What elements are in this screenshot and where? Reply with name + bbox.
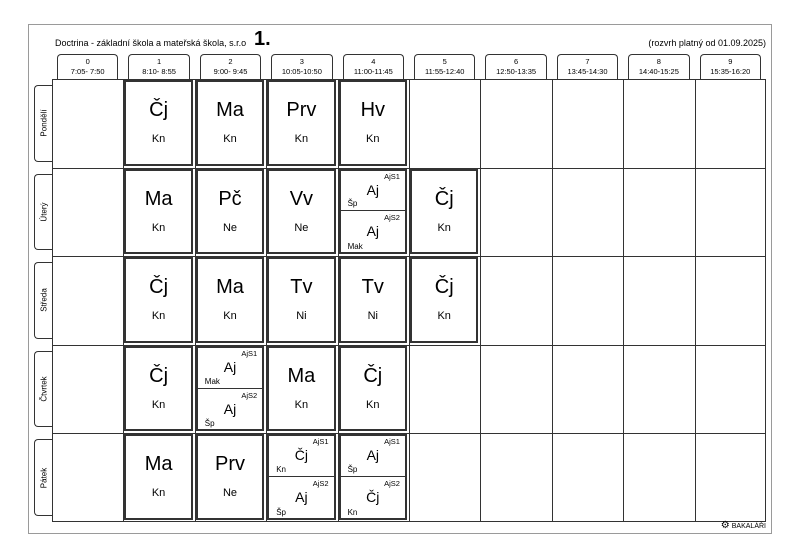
period-number: 1 xyxy=(157,57,162,66)
period-tab-1 xyxy=(128,54,189,79)
lesson-cell[interactable] xyxy=(267,434,335,520)
teacher-label: Kn xyxy=(294,398,309,411)
teacher-label: Kn xyxy=(276,465,286,475)
lesson-group-1 xyxy=(197,347,263,389)
teacher-label: Kn xyxy=(151,133,166,145)
teacher-label: Mak xyxy=(347,242,363,252)
lesson-group-2 xyxy=(340,477,406,519)
day-tab-1 xyxy=(34,174,52,251)
lesson-cell[interactable] xyxy=(196,80,264,166)
lesson-cell[interactable] xyxy=(124,257,192,343)
bakalari-logo xyxy=(721,522,766,530)
group-label: AjS1 xyxy=(241,348,258,358)
subject-label: Aj xyxy=(366,181,380,198)
subject-label: Ma xyxy=(144,187,173,210)
period-time: 9:00- 9:45 xyxy=(213,67,248,76)
lesson-cell[interactable] xyxy=(196,346,264,432)
lesson-cell[interactable] xyxy=(124,169,192,255)
grid-column-line xyxy=(623,80,624,521)
lesson-cell[interactable] xyxy=(339,169,407,255)
subject-label: Čj xyxy=(294,447,308,464)
period-tab-0 xyxy=(57,54,118,79)
subject-label: Aj xyxy=(223,400,237,417)
lesson-cell[interactable] xyxy=(196,257,264,343)
teacher-label: Šp xyxy=(347,199,358,209)
group-label: AjS2 xyxy=(312,479,329,489)
lesson-cell[interactable] xyxy=(124,80,192,166)
subject-label: Aj xyxy=(295,489,308,506)
period-number: 7 xyxy=(585,57,590,66)
day-label: Čtvrtek xyxy=(39,376,48,402)
grid-column-line xyxy=(480,80,481,521)
teacher-label: Kn xyxy=(437,221,451,234)
lesson-group-2 xyxy=(197,389,263,431)
period-time: 14:40-15:25 xyxy=(638,67,679,76)
period-time: 8:10- 8:55 xyxy=(142,67,176,76)
teacher-label: Kn xyxy=(151,487,166,500)
period-tab-7 xyxy=(557,54,618,79)
subject-label: Čj xyxy=(434,276,454,299)
day-tab-4 xyxy=(34,439,52,516)
period-number: 9 xyxy=(728,57,733,66)
lesson-cell[interactable] xyxy=(339,80,407,166)
lesson-cell[interactable] xyxy=(196,434,264,520)
lesson-cell[interactable] xyxy=(410,257,478,343)
period-time: 11:55-12:40 xyxy=(424,67,465,76)
teacher-label: Kn xyxy=(151,310,166,323)
lesson-cell[interactable] xyxy=(339,434,407,520)
teacher-label: Šp xyxy=(276,507,286,517)
gear-icon: ⚙ xyxy=(720,520,730,531)
subject-label: Prv xyxy=(286,99,317,121)
group-label: AjS2 xyxy=(384,479,400,489)
period-number: 2 xyxy=(228,57,233,66)
period-tab-3 xyxy=(271,54,332,79)
period-time: 7:05- 7:50 xyxy=(70,67,105,76)
teacher-label: Kn xyxy=(223,310,237,323)
subject-label: Čj xyxy=(149,99,169,121)
teacher-label: Kn xyxy=(437,310,451,323)
period-number: 3 xyxy=(299,57,304,66)
subject-label: Hv xyxy=(360,99,386,121)
day-label: Pátek xyxy=(39,467,48,488)
teacher-label: Kn xyxy=(347,507,358,517)
period-number: 0 xyxy=(85,57,90,66)
lesson-group-2 xyxy=(268,477,334,519)
teacher-label: Kn xyxy=(294,133,309,145)
lesson-cell[interactable] xyxy=(339,257,407,343)
day-tab-3 xyxy=(34,351,52,428)
lesson-cell[interactable] xyxy=(267,169,335,255)
teacher-label: Ne xyxy=(222,487,238,500)
period-tab-6 xyxy=(485,54,546,79)
school-name: Doctrina - základní škola a mateřská škola, s.r.o xyxy=(55,38,247,48)
teacher-label: Kn xyxy=(223,133,237,145)
group-label: AjS2 xyxy=(384,213,400,223)
class-name: 1. xyxy=(254,28,271,50)
lesson-cell[interactable] xyxy=(124,346,192,432)
period-time: 10:05-10:50 xyxy=(281,67,322,76)
subject-label: Tv xyxy=(361,276,384,299)
period-tab-5 xyxy=(414,54,475,79)
subject-label: Čj xyxy=(149,276,169,299)
period-time: 15:35-16:20 xyxy=(710,67,751,76)
period-number: 5 xyxy=(442,57,447,66)
lesson-cell[interactable] xyxy=(339,346,407,432)
subject-label: Aj xyxy=(223,358,237,375)
lesson-group-2 xyxy=(340,211,406,253)
lesson-group-1 xyxy=(268,435,334,477)
teacher-label: Šp xyxy=(347,465,358,475)
lesson-cell[interactable] xyxy=(267,80,335,166)
lesson-cell[interactable] xyxy=(267,346,335,432)
teacher-label: Ne xyxy=(294,221,309,234)
lesson-cell[interactable] xyxy=(410,169,478,255)
period-number: 6 xyxy=(514,57,519,66)
group-label: AjS1 xyxy=(312,437,329,447)
subject-label: Ma xyxy=(287,364,316,387)
day-tab-0 xyxy=(34,85,52,162)
grid-column-line xyxy=(552,80,553,521)
day-label: Pondělí xyxy=(39,109,48,137)
teacher-label: Kn xyxy=(366,398,380,411)
subject-label: Vv xyxy=(289,187,314,210)
validity-note: (rozvrh platný od 01.09.2025) xyxy=(648,38,766,48)
group-label: AjS1 xyxy=(384,171,400,181)
day-label: Středa xyxy=(39,288,48,313)
teacher-label: Mak xyxy=(204,376,220,386)
group-label: AjS2 xyxy=(241,390,258,400)
subject-label: Ma xyxy=(216,99,244,121)
period-number: 8 xyxy=(656,57,661,66)
teacher-label: Kn xyxy=(151,221,166,234)
teacher-label: Šp xyxy=(204,419,215,429)
teacher-label: Kn xyxy=(151,398,166,411)
teacher-label: Ne xyxy=(222,221,238,234)
teacher-label: Ni xyxy=(296,310,307,323)
subject-label: Čj xyxy=(363,364,383,387)
logo-text: BAKALÁŘI xyxy=(731,522,766,530)
lesson-cell[interactable] xyxy=(124,434,192,520)
subject-label: Ma xyxy=(216,276,244,299)
lesson-cell[interactable] xyxy=(196,169,264,255)
lesson-group-1 xyxy=(340,170,406,212)
group-label: AjS1 xyxy=(384,437,400,447)
subject-label: Tv xyxy=(290,276,313,299)
period-tab-8 xyxy=(628,54,689,79)
period-time: 13:45-14:30 xyxy=(567,67,608,76)
subject-label: Pč xyxy=(218,187,242,210)
period-time: 11:00-11:45 xyxy=(353,67,393,76)
lesson-group-1 xyxy=(340,435,406,477)
subject-label: Čj xyxy=(434,187,454,210)
subject-label: Čj xyxy=(366,489,380,506)
period-tab-4 xyxy=(343,54,404,79)
teacher-label: Ni xyxy=(367,310,378,323)
subject-label: Aj xyxy=(366,223,380,240)
period-number: 4 xyxy=(371,57,376,66)
subject-label: Čj xyxy=(149,364,169,387)
day-label: Úterý xyxy=(39,202,48,222)
subject-label: Prv xyxy=(214,453,245,476)
teacher-label: Kn xyxy=(366,133,380,145)
period-tab-2 xyxy=(200,54,261,79)
period-time: 12:50-13:35 xyxy=(496,67,537,76)
subject-label: Aj xyxy=(366,447,380,464)
day-tab-2 xyxy=(34,262,52,339)
lesson-cell[interactable] xyxy=(267,257,335,343)
period-tab-9 xyxy=(700,54,761,79)
grid-column-line xyxy=(695,80,696,521)
subject-label: Ma xyxy=(144,453,173,476)
